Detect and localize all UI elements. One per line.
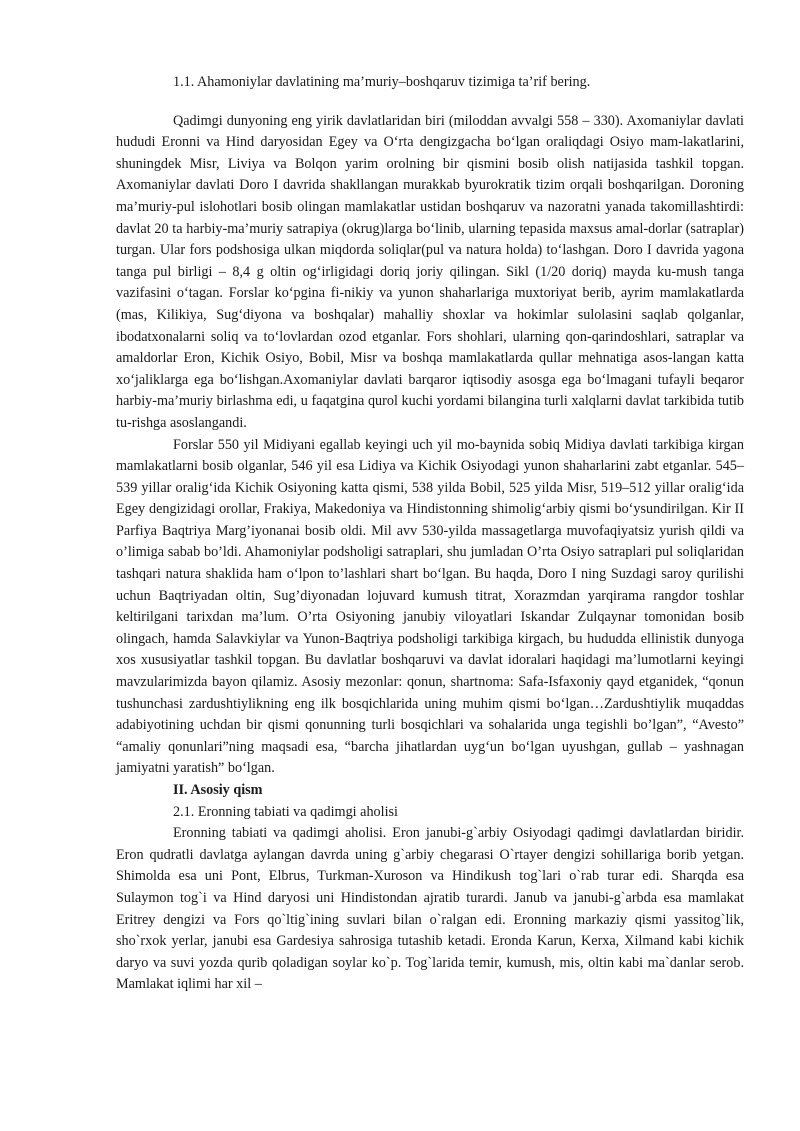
paragraph-achaemenid-administration: Qadimgi dunyoning eng yirik davlatlaridan biri (miloddan avvalgi 558 – 330). Axomaniylar davlati hududi Eronni va Hind daryosidan Egey va O‘rta dengizgacha bo‘lgan oraliqdagi Osiyo mam-lakatlarini, shuningdek Misr, Liviya va Bolqon yarim orolning bir qismini bosib olish natijasida tashkil topgan. Axomaniylar davlati Doro I davrida shakllangan murakkab byurokratik tizim orqali boshqarilgan. Doroning ma’muriy-pul islohotlari bosib olingan mamlakatlar ustidan boshqaruv va nazoratni yanada takomillashtirdi: davlat 20 ta harbiy-ma’muriy satrapiya (okrug)larga bo‘linib, ularning tepasida maxsus amal-dorlar (satraplar) turgan. Ular fors podshosiga ulkan miqdorda soliqlar(pul va natura holda) to‘lashgan. Doro I davrida yagona tanga pul birligi – 8,4 g oltin og‘irligidagi doriq joriy qilingan. Sikl (1/20 doriq) mayda ku-mush tanga vazifasini o‘tagan. Forslar ko‘pgina fi-nikiy va yunon shaharlariga muxtoriyat berib, ayrim mamlakatlarda (mas, Kilikiya, Sug‘diyona va boshqalar) mahalliy shoxlar va hokimlar sulolasini saqlab qolganlar, ibodatxonalarni soliq va to‘lovlardan ozod etganlar. Fors shohlari, ularning qon-qarindoshlari, satraplar va amaldorlar Eron, Kichik Osiyo, Bobil, Misr va boshqa mamlakatlarda qullar mehnatiga asos-langan katta xo‘jaliklarga ega bo‘lishgan.Axomaniylar davlati barqaror iqtisodiy asosga ega bo‘lmagani tufayli beqaror harbiy-ma’muriy birlashma edi, u faqatgina qurol kuchi yordami bilangina turli xalqlarni davlat tarkibida tutib tu-rishga asoslangandi. xyxy=(116,112,744,431)
document-page xyxy=(116,72,744,996)
section-title: II. Asosiy qism xyxy=(173,782,263,798)
paragraph-persian-conquests: Forslar 550 yil Midiyani egallab keyingi uch yil mo-baynida sobiq Midiya davlati tarkibiga kirgan mamlakatlarni bosib olganlar, 546 yil esa Lidiya va Kichik Osiyodagi yunon shaharlarini zabt etganlar. 545–539 yillar oralig‘ida Kichik Osiyoning katta qismi, 538 yilda Bobil, 525 yilda Misr, 519–512 yillar oralig‘ida Egey dengizidagi orollar, Frakiya, Makedoniya va Hindistonning shimolig‘arbiy qismi bo‘ysundirilgan. Kir II Parfiya Baqtriya Marg’iyonanai bosib oldi. Mil avv 530-yilda massagetlarga muvofaqiyatsiz yurish qildi va o’limiga sabab bo’ldi. Ahamoniylar podsholigi satraplari, shu jumladan O’rta Osiyo satraplari pul soliqlaridan tashqari natura shaklida ham o‘lpon to’lashlari shart bo‘lgan. Bu haqda, Doro I ning Suzdagi saroy qurilishi uchun Baqtriyadan oltin, Sug’diyonadan lojuvard kumush titrat, Xorazmdan yarqirama rangdor toshlar keltirilgani tarixdan ma’lum. O’rta Osiyoning janubiy viloyatlari Iskandar Zulqaynar tomonidan bosib olingach, hamda Salavkiylar va Yunon-Baqtriya podsholigi tarkibiga kirgach, bu hududda ellinistik dunyoga xos xususiyatlar tashkil topgan. Bu davlatlar boshqaruvi va davlat idoralari haqidagi ma’lumotlarni keyingi mavzularimizda bayon qilamiz. Asosiy mezonlar: qonun, shartnoma: Safa-Isfaxoniy qayd etganidek, “qonun tushunchasi zardushtiylikning eng ilk bosqichlarida uning muhim qismi bo‘lgan…Zardushtiylik muqaddas adabiyotining uchdan bir qismi qonunning turli bosqichlari va sohalarida unga tegishli bo’lgan”, “Avesto” “amaliy qonunlari”ning maqsadi esa, “barcha jihatlardan uyg‘un bo‘lgan uyushgan, gullab – yashnagan jamiyatni yaratish” bo‘lgan. xyxy=(116,436,744,777)
paragraph-iran-nature: Eronning tabiati va qadimgi aholisi. Eron janubi-g`arbiy Osiyodagi qadimgi davlatlardan biridir. Eron qudratli davlatga aylangan davrda uning g`arbiy chegarasi O`rtayer dengizi sohillariga borib yetgan. Shimolda esa uni Pont, Elbrus, Turkman-Xuroson va Hindikush tog`lari o`rab turar edi. Sharqda esa Sulaymon tog`i va Hind daryosi uni Hindistondan ajratib turardi. Janub va janubi-g`arbda esa mamlakat Eritrey dengizi va Fors qo`ltig`ining suvlari bilan o`ralgan edi. Eronning markaziy qismi yassitog`lik, sho`rxok yerlar, janubi esa Gardesiya sahrosiga tutashib ketadi. Eronda Karun, Kerxa, Xilmand kabi kichik daryo va suvi yozda qurib qoladigan soylar ko`p. Tog`larida temir, kumush, mis, oltin kabi ma`danlar serob. Mamlakat iqlimi har xil – xyxy=(116,825,744,993)
subsection-title: 2.1. Eronning tabiati va qadimgi aholisi xyxy=(173,803,398,820)
question-heading: 1.1. Ahamoniylar davlatining ma’muriy–boshqaruv tizimiga ta’rif bering. xyxy=(173,74,591,90)
